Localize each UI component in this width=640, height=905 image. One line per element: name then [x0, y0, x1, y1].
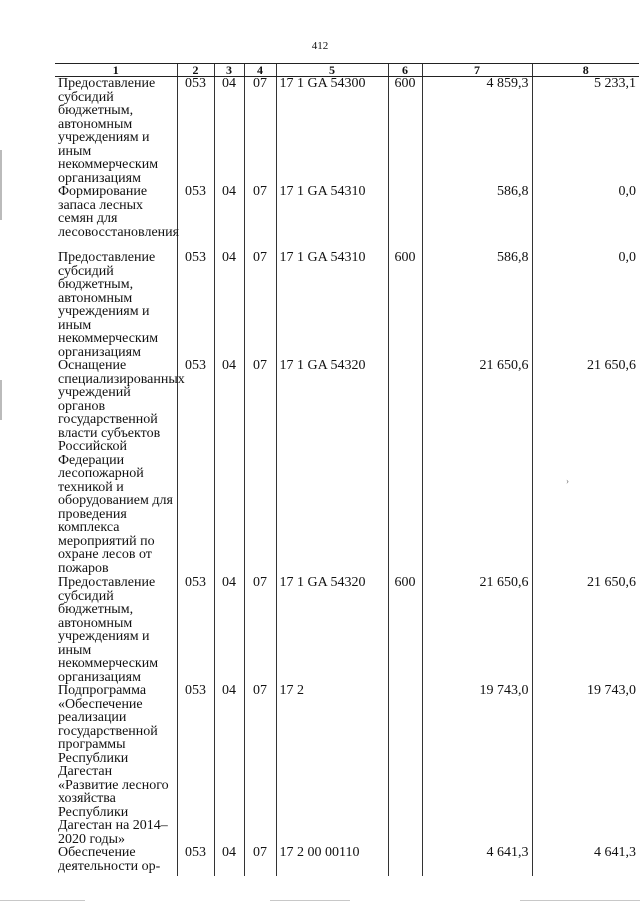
header-row [55, 64, 639, 77]
expense-type [388, 684, 422, 846]
section-code: 04 [214, 251, 244, 359]
amount-col-7: 586,8 [422, 185, 532, 251]
expense-type: 600 [388, 77, 422, 186]
subsection-code: 07 [244, 576, 276, 684]
target-article: 17 1 GA 54300 [276, 77, 388, 186]
admin-code: 053 [177, 251, 214, 359]
amount-col-8: 0,0 [532, 185, 639, 251]
table-row [55, 185, 639, 251]
admin-code: 053 [177, 359, 214, 576]
amount-col-7: 21 650,6 [422, 359, 532, 576]
row-name: Предоставление субсидий бюджетным, автономным учреждениям и иным некоммерческим организациям [58, 76, 159, 186]
page-number: 412 [311, 40, 329, 52]
target-article: 17 2 00 00110 [276, 846, 388, 876]
col-header-7: 7 [422, 64, 532, 77]
amount-col-7: 21 650,6 [422, 576, 532, 684]
bottom-rule [270, 900, 350, 901]
admin-code: 053 [177, 185, 214, 251]
table-row [55, 359, 639, 576]
scan-margin-mark [0, 380, 2, 420]
table-row [55, 684, 639, 846]
target-article: 17 1 GA 54310 [276, 251, 388, 359]
amount-col-8: 4 641,3 [532, 846, 639, 876]
subsection-code: 07 [244, 846, 276, 876]
admin-code: 053 [177, 684, 214, 846]
expense-type [388, 359, 422, 576]
expense-type [388, 846, 422, 876]
table-row [55, 576, 639, 684]
bottom-rule [520, 900, 640, 901]
target-article: 17 1 GA 54320 [276, 576, 388, 684]
subsection-code: 07 [244, 251, 276, 359]
admin-code: 053 [177, 77, 214, 186]
amount-col-8: 21 650,6 [532, 359, 639, 576]
col-header-1: 1 [55, 64, 177, 77]
section-code: 04 [214, 359, 244, 576]
expense-type [388, 185, 422, 251]
subsection-code: 07 [244, 77, 276, 186]
section-code: 04 [214, 846, 244, 876]
target-article: 17 1 GA 54310 [276, 185, 388, 251]
amount-col-8: 5 233,1 [532, 77, 639, 186]
amount-col-7: 586,8 [422, 251, 532, 359]
row-name: Предоставление субсидий бюджетным, автономным учреждениям и иным некоммерческим организациям [58, 575, 159, 685]
expense-type: 600 [388, 251, 422, 359]
row-name: Оснащение специализированных учреждений органов государственной власти субъектов Российской Федерации лесопожарной техникой и оборудованием для проведения комплекса мероприятий по охране лесов от пожаров [58, 358, 185, 576]
col-header-8: 8 [532, 64, 639, 77]
admin-code: 053 [177, 846, 214, 876]
section-code: 04 [214, 185, 244, 251]
section-code: 04 [214, 576, 244, 684]
amount-col-7: 4 859,3 [422, 77, 532, 186]
amount-col-8: 21 650,6 [532, 576, 639, 684]
col-header-6: 6 [388, 64, 422, 77]
section-code: 04 [214, 77, 244, 186]
expense-type: 600 [388, 576, 422, 684]
amount-col-8: 0,0 [532, 251, 639, 359]
col-header-5: 5 [276, 64, 388, 77]
table-row [55, 77, 639, 186]
amount-col-7: 19 743,0 [422, 684, 532, 846]
subsection-code: 07 [244, 359, 276, 576]
amount-col-8: 19 743,0 [532, 684, 639, 846]
row-name: Формирование запаса лесных семян для лесовосстановления [58, 184, 180, 240]
table-row [55, 846, 639, 876]
target-article: 17 1 GA 54320 [276, 359, 388, 576]
row-name: Обеспечение деятельности ор- [58, 845, 161, 874]
scan-margin-mark [0, 150, 2, 220]
subsection-code: 07 [244, 684, 276, 846]
admin-code: 053 [177, 576, 214, 684]
budget-table [55, 63, 639, 876]
section-code: 04 [214, 684, 244, 846]
row-name: Подпрограмма «Обеспечение реализации государственной программы Республики Дагестан «Развитие лесного хозяйства Республики Дагестан на 2014–2020 годы» [58, 683, 169, 847]
bottom-rule [0, 900, 85, 901]
col-header-2: 2 [177, 64, 214, 77]
target-article: 17 2 [276, 684, 388, 846]
col-header-3: 3 [214, 64, 244, 77]
amount-col-7: 4 641,3 [422, 846, 532, 876]
scan-speck: › [566, 476, 569, 486]
row-name: Предоставление субсидий бюджетным, автономным учреждениям и иным некоммерческим организациям [58, 250, 159, 360]
col-header-4: 4 [244, 64, 276, 77]
table-row [55, 251, 639, 359]
subsection-code: 07 [244, 185, 276, 251]
